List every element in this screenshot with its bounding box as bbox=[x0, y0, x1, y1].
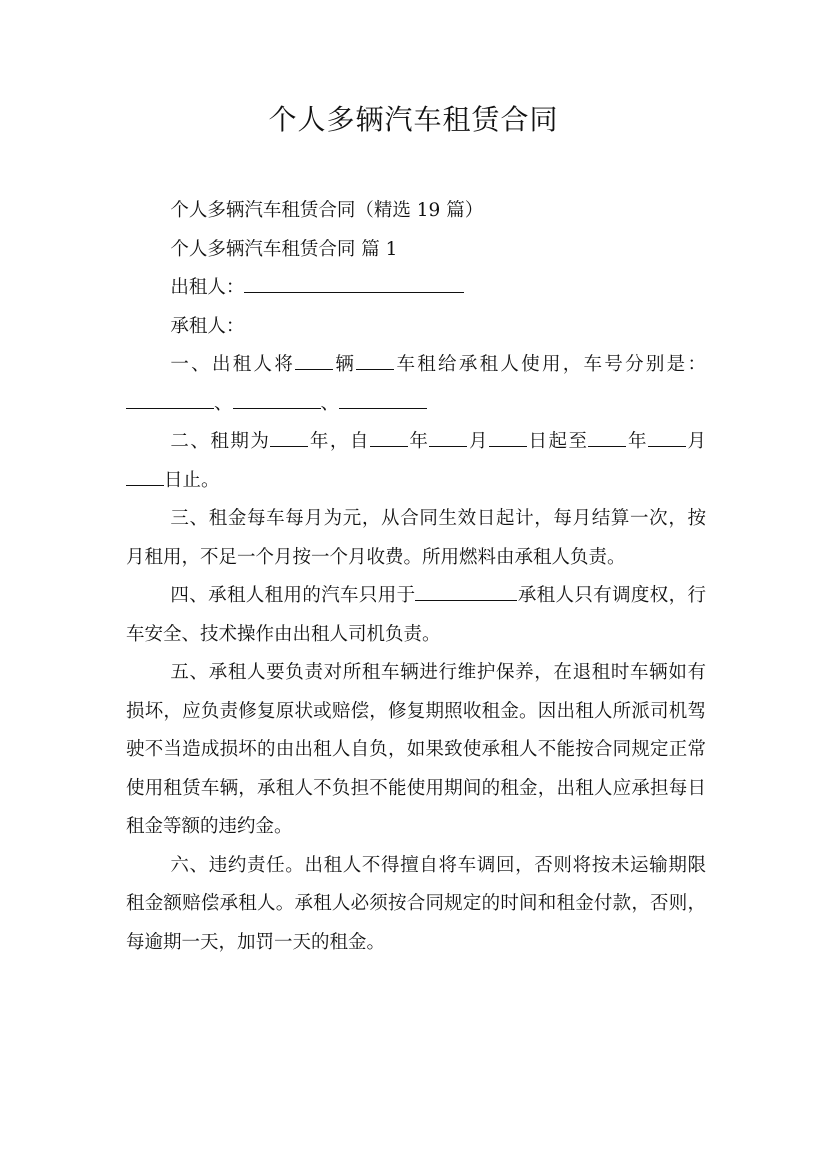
clause-4-text-a: 四、承租人租用的汽车只用于 bbox=[170, 585, 416, 606]
vehicle-type-blank bbox=[356, 350, 394, 370]
clause-6: 六、违约责任。出租人不得擅自将车调回，否则将按未运输期限租金额赔偿承租人。承租人必须按合同规定的时间和租金付款，否则，每逾期一天，加罚一天的租金。 bbox=[126, 854, 706, 953]
vehicle-count-blank bbox=[295, 350, 333, 370]
plate-number-blank-3 bbox=[339, 388, 427, 408]
clause-1-text-a: 一、出租人将 bbox=[170, 354, 296, 375]
start-year-blank bbox=[370, 427, 408, 447]
clause-2-text-f: 年 bbox=[626, 431, 648, 452]
start-month-blank bbox=[429, 427, 467, 447]
clause-4 bbox=[126, 577, 706, 654]
clause-3: 三、租金每车每月为元，从合同生效日起计，每月结算一次，按月租用，不足一个月按一个月收费。所用燃料由承租人负责。 bbox=[126, 508, 706, 568]
clause-1-text-c: 车租给承租人使用，车号分别是： bbox=[394, 354, 706, 375]
section-heading: 个人多辆汽车租赁合同 篇 1 bbox=[170, 238, 398, 260]
clause-1-sep-1: 、 bbox=[214, 392, 233, 414]
end-month-blank bbox=[648, 427, 686, 447]
end-day-blank bbox=[126, 465, 164, 485]
clause-2-text-h: 日止。 bbox=[164, 469, 220, 491]
clause-2-text-d: 月 bbox=[467, 431, 489, 452]
clause-1-text-b: 辆 bbox=[333, 354, 357, 375]
clause-1-sep-2: 、 bbox=[320, 392, 340, 414]
plate-number-blank-2 bbox=[233, 388, 321, 408]
lessor-line bbox=[126, 269, 706, 308]
lessor-label: 出租人： bbox=[170, 277, 245, 298]
subtitle-line: 个人多辆汽车租赁合同（精选 19 篇） bbox=[170, 200, 484, 221]
clause-2 bbox=[126, 423, 706, 500]
document-body bbox=[126, 192, 706, 962]
clause-1 bbox=[126, 346, 706, 423]
clause-4-text-b: 承租人只有调度权，行车安全、技术操作由出租人司机负责。 bbox=[126, 585, 706, 645]
clause-2-text-e: 日起至 bbox=[526, 431, 589, 452]
lessee-line: 承租人： bbox=[170, 315, 245, 337]
clause-2-text-a: 二、租期为 bbox=[170, 431, 271, 452]
clause-2-text-g: 月 bbox=[685, 431, 706, 452]
end-year-blank bbox=[588, 427, 626, 447]
lessor-blank bbox=[244, 273, 464, 293]
clause-2-text-c: 年 bbox=[407, 431, 430, 452]
plate-number-blank-1 bbox=[126, 388, 214, 408]
clause-2-text-b: 年，自 bbox=[308, 431, 370, 452]
clause-5: 五、承租人要负责对所租车辆进行维护保养，在退租时车辆如有损坏，应负责修复原状或赔偿，修复期照收租金。因出租人所派司机驾驶不当造成损坏的由出租人自负，如果致使承租人不能按合同规定正常使用租赁车辆，承租人不负担不能使用期间的租金，出租人应承担每日租金等额的违约金。 bbox=[126, 662, 706, 837]
term-years-blank bbox=[270, 427, 308, 447]
start-day-blank bbox=[489, 427, 527, 447]
document-title: 个人多辆汽车租赁合同 bbox=[268, 103, 559, 136]
vehicle-use-blank bbox=[415, 581, 517, 601]
